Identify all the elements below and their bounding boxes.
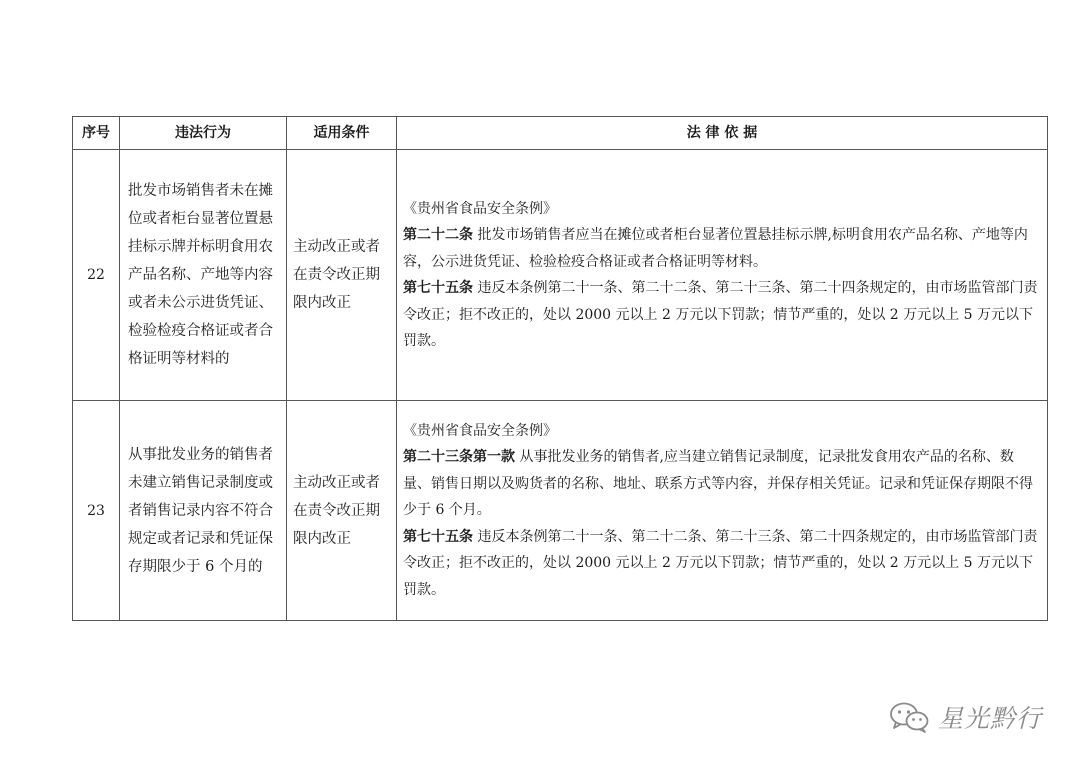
wechat-icon [888, 701, 930, 733]
legal-basis-cell [397, 150, 1048, 401]
condition-cell: 主动改正或者在责令改正期限内改正 [287, 150, 397, 401]
law-title: 《贵州省食品安全条例》 [403, 200, 557, 217]
watermark-text: 星光黔行 [938, 704, 1043, 733]
article-text: 批发市场销售者应当在摊位或者柜台显著位置悬挂标示牌,标明食用农产品名称、产地等内容，公示进货凭证、检验检疫合格证或者合格证明等材料。 [403, 227, 1028, 270]
table-row [73, 401, 1048, 621]
header-num: 序号 [73, 117, 120, 150]
table-header-row [73, 117, 1048, 150]
penalty-table [72, 116, 1048, 621]
article-heading: 第二十三条第一款 [403, 449, 515, 466]
legal-basis-cell [397, 401, 1048, 621]
article-text: 违反本条例第二十一条、第二十二条、第二十三条、第二十四条规定的，由市场监管部门责令改正；拒不改正的，处以 2000 元以上 2 万元以下罚款；情节严重的，处以 2 万元以上 5 万元以下罚款。 [403, 528, 1038, 598]
condition-cell: 主动改正或者在责令改正期限内改正 [287, 401, 397, 621]
violation-cell: 批发市场销售者未在摊位或者柜台显著位置悬挂标示牌并标明食用农产品名称、产地等内容或者未公示进货凭证、检验检疫合格证或者合格证明等材料的 [120, 150, 287, 401]
article-text: 从事批发业务的销售者,应当建立销售记录制度，记录批发食用农产品的名称、数量、销售日期以及购货者的名称、地址、联系方式等内容，并保存相关凭证。记录和凭证保存期限不得少于 6 个月。 [403, 449, 1033, 519]
article [403, 275, 1041, 355]
header-cond: 适用条件 [287, 117, 397, 150]
law-title: 《贵州省食品安全条例》 [403, 422, 557, 439]
article-heading: 第二十二条 [403, 227, 473, 243]
article [403, 444, 1041, 524]
violation-cell: 从事批发业务的销售者未建立销售记录制度或者销售记录内容不符合规定或者记录和凭证保存期限少于 6 个月的 [120, 401, 287, 621]
article [403, 524, 1041, 604]
watermark [888, 696, 1042, 738]
article [403, 222, 1041, 275]
row-number: 23 [73, 401, 120, 621]
header-act: 违法行为 [120, 117, 287, 150]
table-row [73, 150, 1048, 401]
article-text: 违反本条例第二十一条、第二十二条、第二十三条、第二十四条规定的，由市场监管部门责令改正；拒不改正的，处以 2000 元以上 2 万元以下罚款；情节严重的，处以 2 万元以上 5 万元以下罚款。 [403, 280, 1038, 349]
article-heading: 第七十五条 [403, 280, 473, 296]
article-heading: 第七十五条 [403, 528, 473, 545]
row-number: 22 [73, 150, 120, 401]
header-law: 法 律 依 据 [397, 117, 1048, 150]
